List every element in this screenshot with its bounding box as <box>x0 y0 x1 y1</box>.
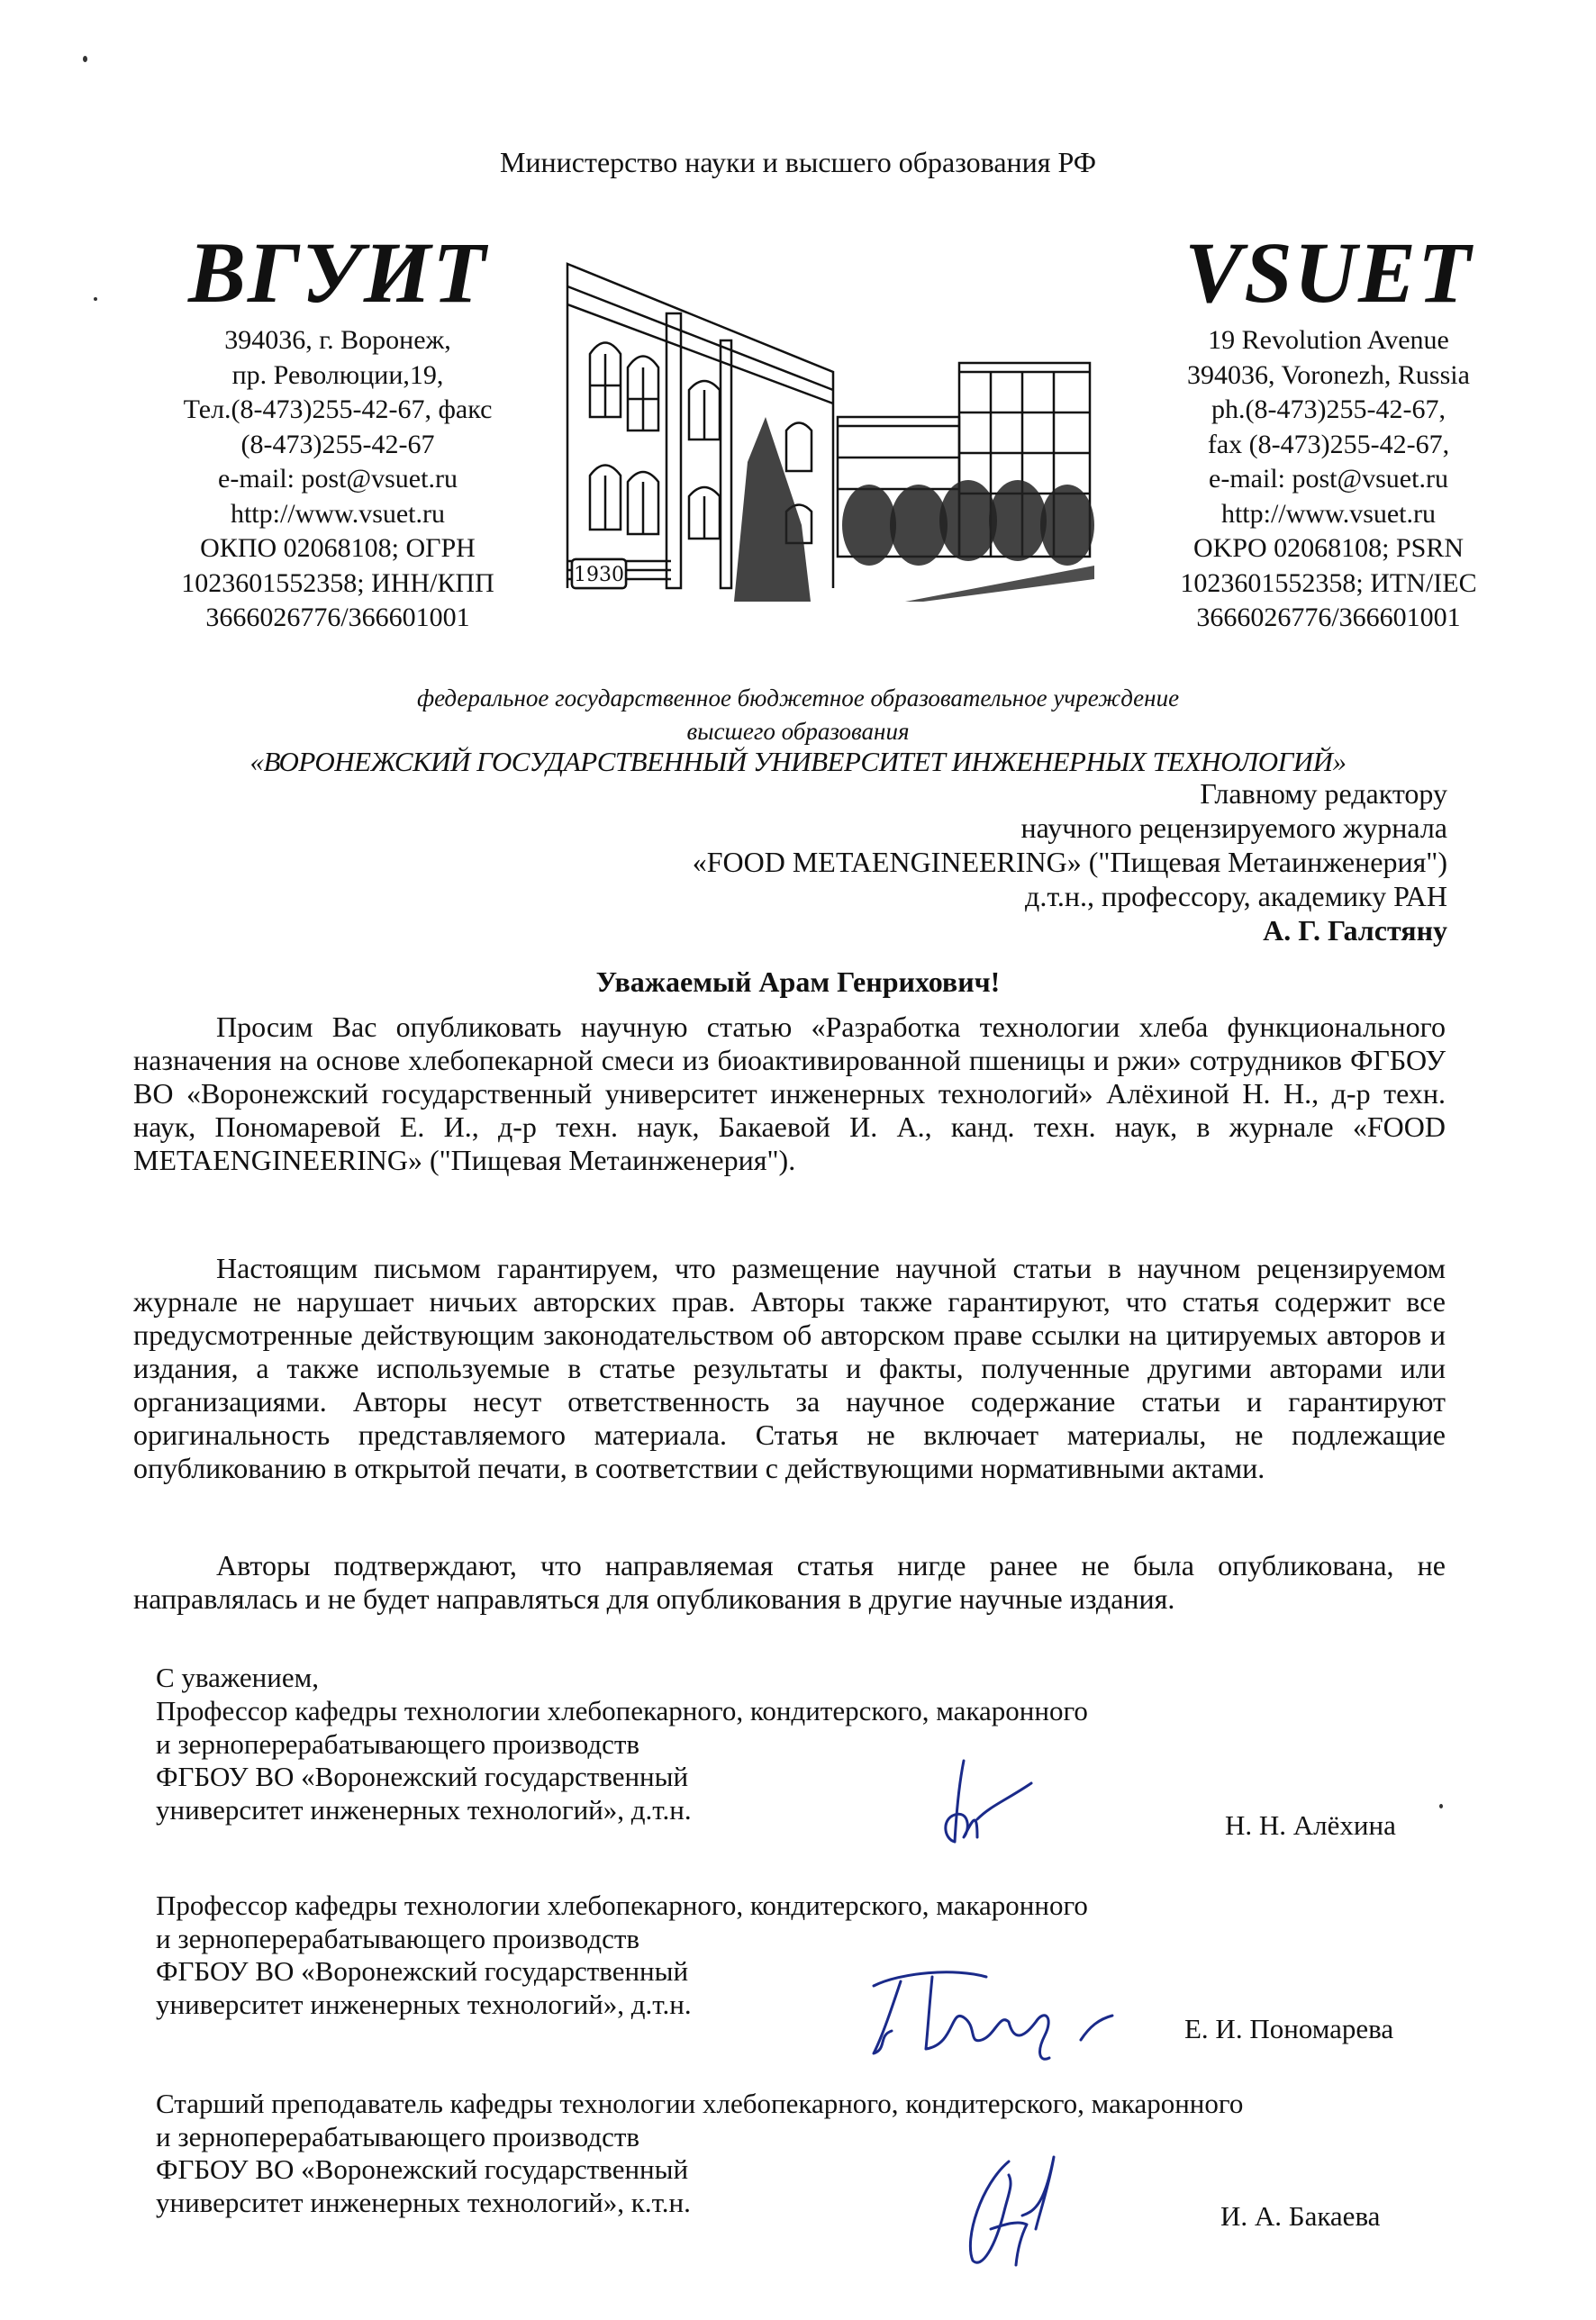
body-paragraph: Настоящим письмом гарантируем, что размещение научной статьи в научном рецензируемом журнале не нарушает ничьих авторских прав. Авторы также гарантируют, что статья содержит все предусмотренные действующим законодательством об авторском праве ссылки на цитируемых авторов и издания, а также используемые в статье результаты и факты, полученные другими авторами или организациями. Авторы несут ответственность за научное содержание статьи и гарантируют оригинальность представляемого материала. Статья не включает материалы, не подлежащие опубликованию в открытой печати, в соответствии с действующими нормативными актами. <box>133 1252 1446 1484</box>
recipient-line: «FOOD METAENGINEERING» ("Пищевая Метаинженерия") <box>692 846 1447 878</box>
registry-line: 3666026776/366601001 <box>205 603 470 632</box>
letterhead-right <box>1117 224 1540 636</box>
position-line: университет инженерных технологий», д.т.н. <box>156 1793 692 1826</box>
building-year: 1930 <box>574 564 624 586</box>
signatory-name: Н. Н. Алёхина <box>1225 1809 1396 1841</box>
scan-speck <box>1439 1804 1443 1808</box>
position-line: ФГБОУ ВО «Воронежский государственный <box>156 2153 689 2185</box>
salutation: Уважаемый Арам Генрихович! <box>595 965 1001 998</box>
body-paragraph: Просим Вас опубликовать научную статью «Разработка технологии хлеба функционального назначения на основе хлебопекарной смеси из биоактивированной пшеницы и ржи» сотрудников ФГБОУ ВО «Воронежский государственный университет инженерных технологий» Алёхиной Н. Н., д-р техн. наук, Пономаревой Е. И., д-р техн. наук, Бакаевой И. А., канд. техн. наук, в журнале «FOOD METAENGINEERING» ("Пищевая Метаинженерия"). <box>133 1010 1446 1176</box>
scan-speck <box>94 297 97 301</box>
recipient-line: Главному редактору <box>1200 777 1447 810</box>
registry-line: OKPO 02068108; PSRN <box>1192 533 1465 563</box>
letterhead-left <box>135 224 540 636</box>
recipient-line: научного рецензируемого журнала <box>1020 811 1447 844</box>
body-paragraph: Авторы подтверждают, что направляемая статья нигде ранее не была опубликована, не направлялась и не будет направляться для опубликования в другие научные издания. <box>133 1549 1446 1615</box>
address-line: 394036, г. Воронеж, <box>224 325 451 355</box>
position-line: и зерноперерабатывающего производств <box>156 1727 640 1760</box>
signatory-name: И. А. Бакаева <box>1220 2200 1381 2232</box>
position-line: ФГБОУ ВО «Воронежский государственный <box>156 1955 689 1987</box>
position-line: Профессор кафедры технологии хлебопекарного, кондитерского, макаронного <box>156 1695 1088 1726</box>
address-line: пр. Революции,19, <box>231 359 444 390</box>
position-line: ФГБОУ ВО «Воронежский государственный <box>156 1761 689 1792</box>
brand-logo-en: VSUET <box>1184 224 1473 321</box>
phone-line: ph.(8-473)255-42-67, <box>1211 394 1446 424</box>
phone-line: Тел.(8-473)255-42-67, факс <box>183 394 493 424</box>
signatory-name: Е. И. Пономарева <box>1184 2013 1394 2044</box>
signature-bakaeva <box>955 2148 1081 2274</box>
position-line: и зерноперерабатывающего производств <box>156 1922 640 1954</box>
address-line: 394036, Voronezh, Russia <box>1187 359 1470 390</box>
university-building-illustration <box>563 255 1099 602</box>
address-line: 19 Revolution Avenue <box>1208 325 1449 355</box>
registry-line: ОКПО 02068108; ОГРН <box>200 533 476 563</box>
recipient-block <box>693 776 1447 947</box>
email-line: e-mail: post@vsuet.ru <box>1209 464 1448 494</box>
recipient-name: А. Г. Галстяну <box>1263 914 1447 947</box>
recipient-line: д.т.н., профессору, академику РАН <box>1025 880 1447 912</box>
position-line: Старший преподаватель кафедры технологии хлебопекарного, кондитерского, макаронного <box>156 2088 1244 2119</box>
institution-type: федеральное государственное бюджетное образовательное учреждение <box>416 684 1180 711</box>
brand-logo-ru: ВГУИТ <box>187 224 488 321</box>
fax-line: (8-473)255-42-67 <box>240 429 435 459</box>
signature-alekhina <box>937 1756 1072 1846</box>
registry-line: 3666026776/366601001 <box>1196 603 1461 632</box>
position-line: Профессор кафедры технологии хлебопекарного, кондитерского, макаронного <box>156 1890 1088 1921</box>
website-line: http://www.vsuet.ru <box>1220 498 1437 529</box>
closing: С уважением, <box>156 1662 319 1693</box>
position-line: университет инженерных технологий», д.т.н. <box>156 1988 692 2020</box>
website-line: http://www.vsuet.ru <box>230 498 446 529</box>
institution-level: высшего образования <box>686 718 910 745</box>
fax-line: fax (8-473)255-42-67, <box>1207 429 1450 459</box>
ministry-title: Министерство науки и высшего образования РФ <box>499 146 1097 178</box>
institution-name: «ВОРОНЕЖСКИЙ ГОСУДАРСТВЕННЫЙ УНИВЕРСИТЕТ ИНЖЕНЕРНЫХ ТЕХНОЛОГИЙ» <box>249 746 1347 777</box>
registry-line: 1023601552358; ИТN/IEC <box>1180 567 1477 598</box>
email-line: e-mail: post@vsuet.ru <box>218 464 458 494</box>
position-line: и зерноперерабатывающего производств <box>156 2120 640 2152</box>
signature-ponomareva <box>865 1963 1162 2062</box>
position-line: университет инженерных технологий», к.т.н. <box>156 2186 691 2218</box>
registry-line: 1023601552358; ИНН/КПП <box>181 567 494 598</box>
scan-speck <box>83 56 87 62</box>
